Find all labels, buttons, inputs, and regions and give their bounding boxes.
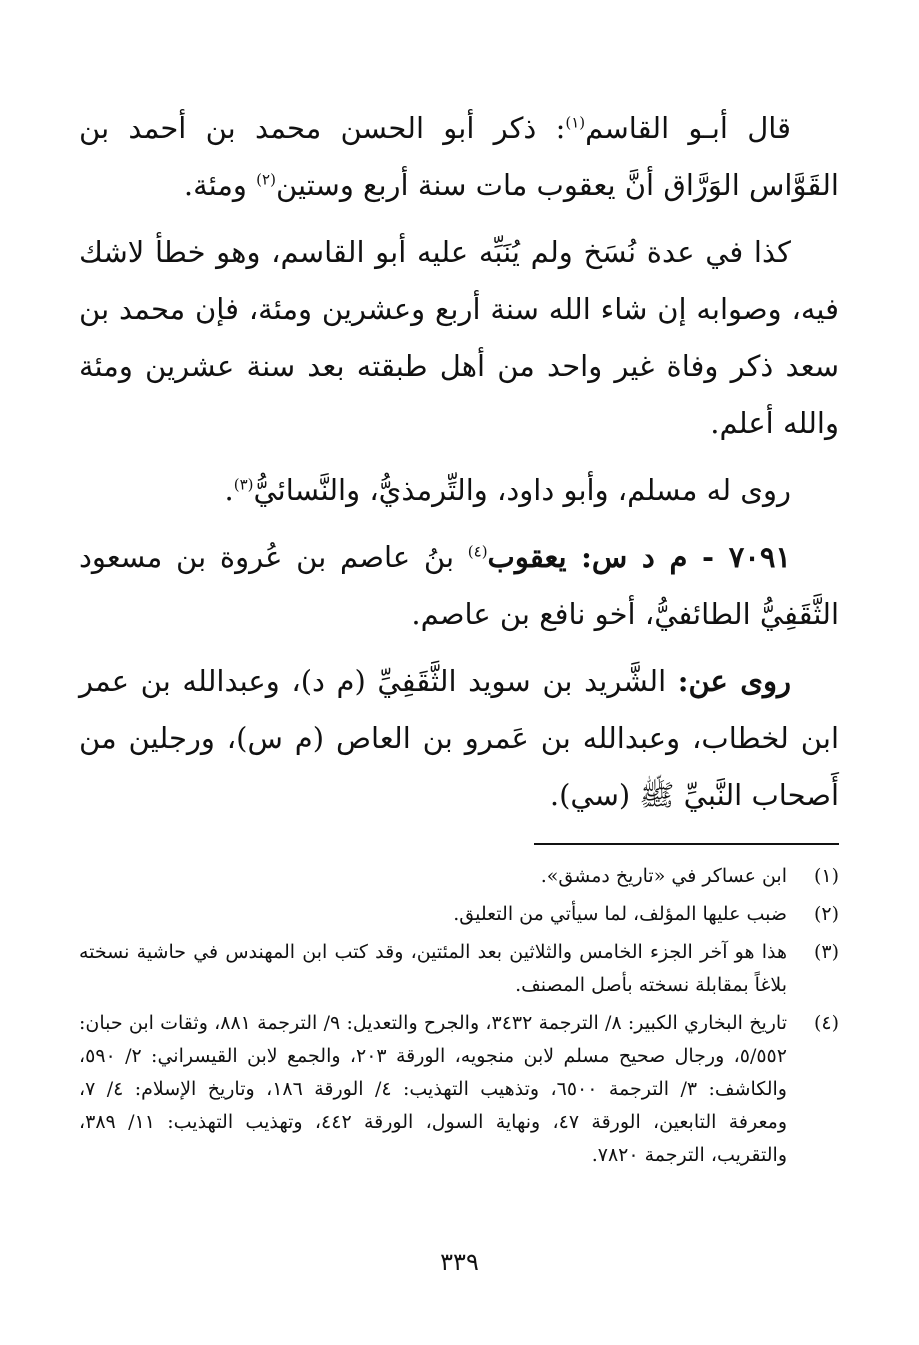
paragraph-1-end: ومئة. (183, 168, 257, 202)
footnote-4 (79, 1007, 839, 1172)
footnote-divider (534, 843, 839, 845)
footnote-ref-3[interactable]: (٣) (233, 475, 254, 494)
narrated-from-text: الشَّريد بن سويد الثَّقَفِيِّ (م د)، وعبدالله بن عمر ابن لخطاب، وعبدالله بن عَمرو بن العاص (م س)، ورجلين من أَصحاب النَّبيِّ ﷺ (سي). (79, 664, 839, 812)
footnote-3 (79, 936, 839, 1002)
footnote-number: (٢) (813, 903, 839, 925)
entry-text: بنُ عاصم بن عُروة بن مسعود الثَّقَفِيُّ الطائفيُّ، أخو نافع بن عاصم. (79, 540, 839, 631)
paragraph-correction: كذا في عدة نُسَخ ولم يُنَبِّه عليه أبو القاسم، وهو خطأ لاشك فيه، وصوابه إن شاء الله سنة أربع وعشرين ومئة، فإن محمد بن سعد ذكر وفاة غير واحد من أهل طبقته بعد سنة عشرين ومئة والله أعلم. (79, 235, 839, 440)
footnote-1 (79, 860, 839, 893)
paragraph-1-start: قال أبـو القاسم (585, 111, 791, 145)
footnote-number: (٣) (813, 941, 839, 963)
footnote-ref-2[interactable]: (٢) (256, 170, 276, 189)
main-text (79, 100, 839, 834)
footnote-number: (١) (813, 865, 839, 887)
entry-7091 (79, 529, 839, 643)
footnotes (79, 860, 839, 1177)
paragraph-3-text: روى له مسلم، وأبو داود، والتِّرمذيُّ، والنَّسائيُّ (253, 473, 791, 507)
footnote-2 (79, 898, 839, 931)
paragraph-1-middle: : ذكر أبو الحسن محمد بن أحمد بن القَوَّاس الوَرَّاق أنَّ يعقوب مات سنة أربع وستين (79, 111, 839, 202)
footnote-ref-4[interactable]: (٤) (467, 542, 488, 561)
paragraph-narrators (79, 462, 839, 519)
paragraph-narrated-from (79, 653, 839, 824)
footnote-text: ضبب عليها المؤلف، لما سيأتي من التعليق. (453, 903, 787, 925)
paragraph-3-end: . (224, 473, 234, 507)
footnote-text: تاريخ البخاري الكبير: ٨/ الترجمة ٣٤٣٢، والجرح والتعديل: ٩/ الترجمة ٨٨١، وثقات ابن حبان: ٥/٥٥٢، ورجال صحيح مسلم لابن منجويه، الورقة ٢٠٣، والجمع لابن القيسراني: ٢/ ٥٩٠، والكاشف: ٣/ الترجمة ٦٥٠٠، وتذهيب التهذيب: ٤/ الورقة ١٨٦، وتاريخ الإسلام: ٤/ ٧، ومعرفة التابعين، الورقة ٤٧، ونهاية السول، الورقة ٤٤٢، وتهذيب التهذيب: ١١/ ٣٨٩، والتقريب، الترجمة ٧٨٢٠. (79, 1012, 788, 1166)
paragraph-death-note (79, 100, 839, 214)
page-number: ٣٣٩ (440, 1248, 479, 1276)
footnote-ref-1[interactable]: (١) (565, 113, 586, 132)
footnote-number: (٤) (813, 1012, 839, 1034)
footnote-text: ابن عساكر في «تاريخ دمشق». (540, 865, 787, 887)
entry-heading: ٧٠٩١ - م د س: يعقوب (487, 540, 791, 574)
narrated-from-label: روى عن: (677, 664, 792, 698)
footnote-text: هذا هو آخر الجزء الخامس والثلاثين بعد المئتين، وقد كتب ابن المهندس في حاشية نسخته بلاغاً بمقابلة نسخته بأصل المصنف. (79, 941, 787, 996)
